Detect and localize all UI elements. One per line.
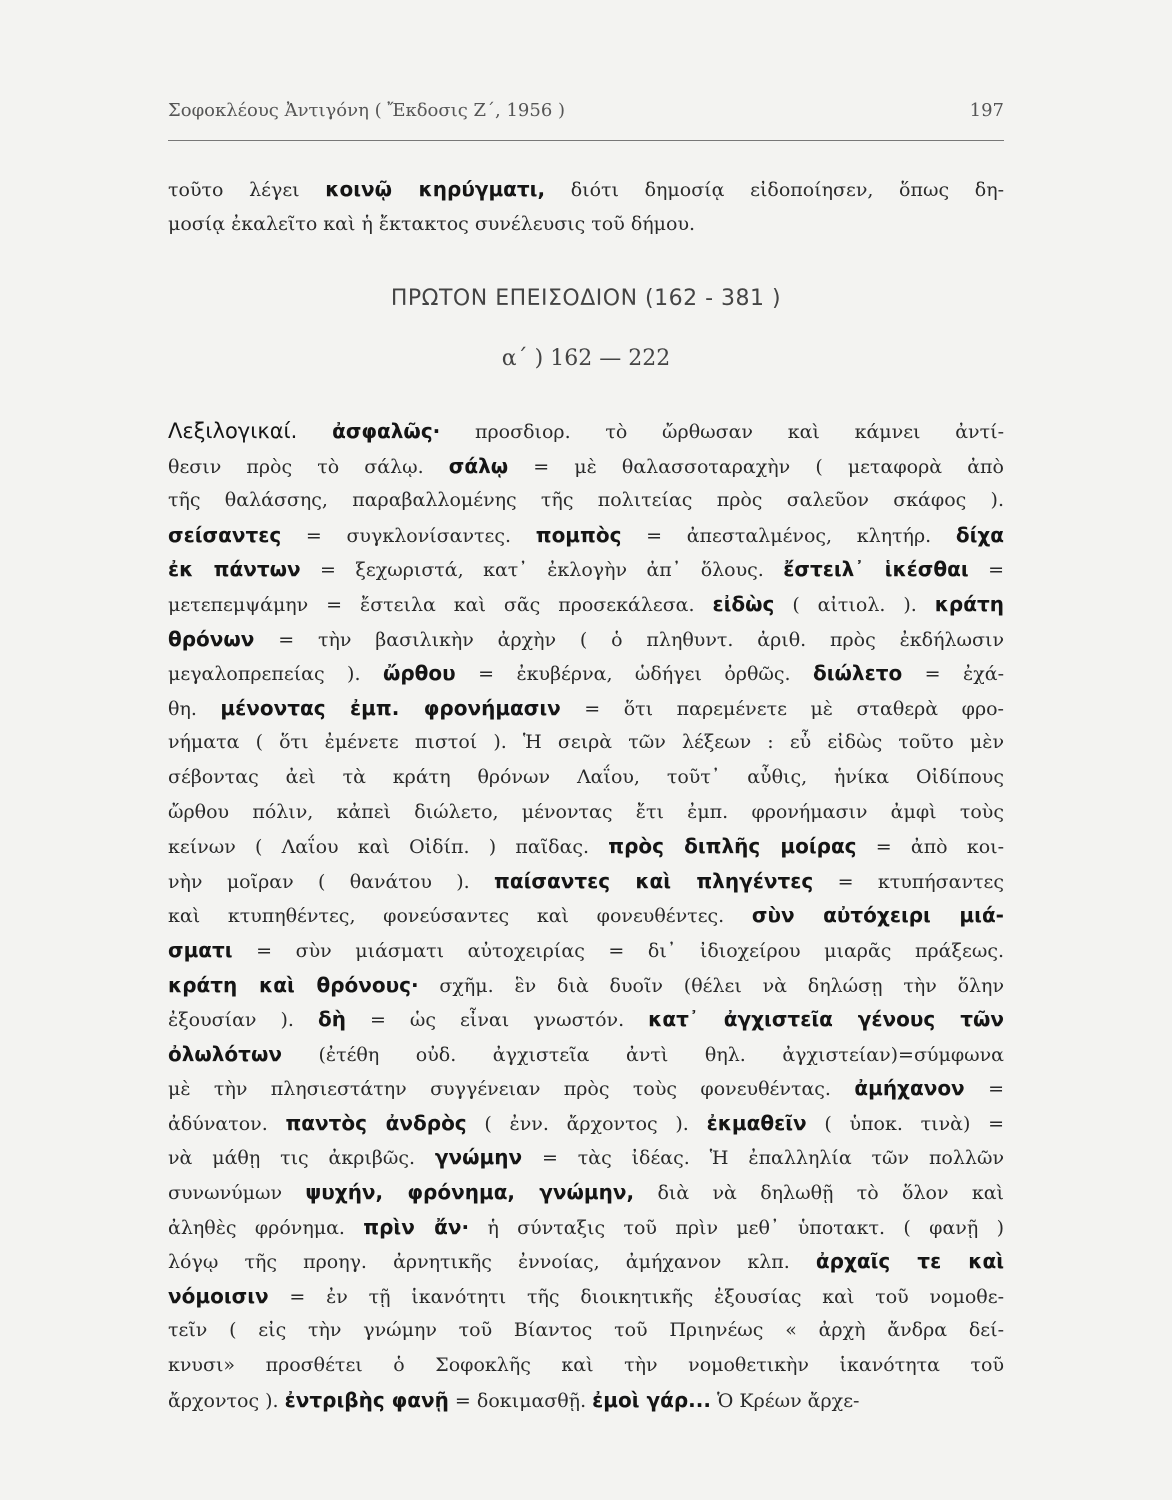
lemma-term: σάλῳ: [448, 453, 509, 478]
text-line: [168, 829, 1004, 864]
text-run: μετεπεμψάμην = ἔστειλα καὶ σᾶς προσεκάλεσα.: [168, 593, 713, 616]
running-header: [168, 100, 1004, 121]
text-run: =: [964, 1078, 1004, 1101]
text-run: νήματα ( ὅτι ἐμένετε πιστοί ). Ἡ σειρὰ τῶν λέξεων : εὖ εἰδὼς τοῦτο μὲν: [168, 731, 1004, 754]
lemma-term: νόμοισιν: [168, 1283, 269, 1308]
header-rule: [168, 140, 1004, 141]
lemma-term: παίσαντες καὶ πληγέντες: [494, 868, 814, 893]
lemma-term: πρὶν ἄν·: [363, 1214, 470, 1239]
text-run: κνυσι» προσθέτει ὁ Σοφοκλῆς καὶ τὴν νομοθετικὴν ἱκανότητα τοῦ: [168, 1354, 1004, 1377]
text-line: [168, 1140, 1004, 1175]
text-run: ἀληθὲς φρόνημα.: [168, 1216, 364, 1239]
lemma-term: κατ᾿ ἀγχιστεῖα γένους τῶν: [648, 1007, 1004, 1032]
text-run: λόγῳ τῆς προηγ. ἀρνητικῆς ἐννοίας, ἀμήχανον κλπ.: [168, 1251, 816, 1274]
lemma-term: ἀσφαλῶς·: [332, 419, 441, 443]
text-run: μοσίᾳ ἐκαλεῖτο καὶ ἡ ἔκτακτος συνέλευσις τοῦ δήμου.: [168, 213, 696, 235]
text-line: [168, 1279, 1004, 1314]
lemma-term: παντὸς ἀνδρὸς: [285, 1110, 467, 1135]
text-line: [168, 518, 1004, 553]
text-line: [168, 172, 1004, 207]
text-line: [168, 552, 1004, 587]
text-run: ( ἐνν. ἄρχοντος ).: [466, 1112, 707, 1135]
lemma-term: διώλετο: [813, 661, 903, 686]
text-run: κείνων ( Λαΐου καὶ Οἰδίπ. ) παῖδας.: [168, 836, 609, 859]
text-run: συνωνύμων: [168, 1182, 306, 1205]
text-line: [168, 864, 1004, 899]
text-run: = δοκιμασθῇ.: [448, 1389, 593, 1412]
text-line: [168, 691, 1004, 726]
text-line: [168, 1002, 1004, 1037]
text-line: [168, 207, 1004, 242]
text-run: (ἐτέθη οὐδ. ἀγχιστεῖα ἀντὶ θηλ. ἀγχιστείαν)=σύμφωνα: [281, 1043, 1004, 1066]
book-title: Σοφοκλέους Ἀντιγόνη ( Ἔκδοσις Ζ΄, 1956 ): [168, 100, 566, 121]
lemma-term: θρόνων: [168, 626, 255, 651]
text-run: διότι δημοσίᾳ εἰδοποίησεν, ὅπως δη-: [545, 179, 1004, 201]
text-line: [168, 1175, 1004, 1210]
lemma-term: δὴ: [317, 1007, 346, 1032]
lemma-term: ἔστειλ᾿ ἱκέσθαι: [783, 557, 969, 582]
text-run: καὶ κτυπηθέντες, φονεύσαντες καὶ φονευθέντες.: [168, 905, 752, 928]
text-run: ὤρθου πόλιν, κἀπεὶ διώλετο, μένοντας ἔτι ἐμπ. φρονήμασιν ἀμφὶ τοὺς: [168, 800, 1004, 823]
text-run: προσδιορ. τὸ ὤρθωσαν καὶ κάμνει ἀντί-: [440, 421, 1004, 443]
text-line: [168, 414, 1004, 449]
text-run: θη.: [168, 697, 221, 720]
text-run: μὲ τὴν πλησιεστάτην συγγένειαν πρὸς τοὺς φονευθέντας.: [168, 1078, 855, 1101]
intro-paragraph: [168, 172, 1004, 242]
lemma-term: κράτη: [934, 591, 1004, 616]
text-run: ἐξουσίαν ).: [168, 1009, 318, 1032]
lemma-term: σὺν αὐτόχειρι μιά-: [751, 903, 1004, 928]
text-run: = ξεχωριστά, κατ᾿ ἐκλογὴν ἀπ᾿ ὅλους.: [300, 559, 784, 582]
text-run: ἡ σύνταξις τοῦ πρὶν μεθ᾿ ὑποτακτ. ( φανῇ ): [469, 1216, 1004, 1239]
text-run: μεγαλοπρεπείας ).: [168, 663, 383, 686]
text-run: = ἐχά-: [902, 663, 1004, 686]
text-line: [168, 1313, 1004, 1348]
text-line: [168, 587, 1004, 622]
text-run: σχῆμ. ἓν διὰ δυοῖν (θέλει νὰ δηλώσῃ τὴν ὅλην: [418, 974, 1004, 997]
text-run: νὰ μάθῃ τις ἀκριβῶς.: [168, 1147, 435, 1170]
text-run: τοῦτο λέγει: [168, 179, 326, 201]
text-line: [168, 622, 1004, 657]
lemma-term: ἐκ πάντων: [168, 557, 301, 582]
text-line: [168, 449, 1004, 484]
text-run: = τὰς ἰδέας. Ἡ ἐπαλληλία τῶν πολλῶν: [522, 1147, 1004, 1170]
lemma-term: πομπὸς: [535, 522, 622, 547]
text-line: [168, 1071, 1004, 1106]
text-line: [168, 725, 1004, 760]
text-run: θεσιν πρὸς τὸ σάλῳ.: [168, 455, 449, 478]
text-run: τεῖν ( εἰς τὴν γνώμην τοῦ Βίαντος τοῦ Πριηνέως « ἀρχὴ ἄνδρα δεί-: [168, 1319, 1004, 1342]
lemma-term: ἐντριβὴς φανῇ: [284, 1387, 449, 1412]
text-run: ( ὑποκ. τινὰ) =: [806, 1112, 1004, 1135]
text-line: [168, 933, 1004, 968]
text-run: τῆς θαλάσσης, παραβαλλομένης τῆς πολιτείας πρὸς σαλεῦον σκάφος ).: [168, 489, 1004, 512]
lemma-term: ἐκμαθεῖν: [706, 1110, 807, 1135]
text-line: [168, 1210, 1004, 1245]
text-line: [168, 1244, 1004, 1279]
text-run: ( αἰτιολ. ).: [774, 593, 935, 616]
lemma-term: γνώμην: [434, 1145, 523, 1170]
lemma-term: κοινῷ κηρύγματι,: [325, 177, 546, 201]
section-label: Λεξιλογικαί.: [168, 419, 298, 443]
text-run: = ὡς εἶναι γνωστόν.: [345, 1009, 649, 1032]
text-run: = τὴν βασιλικὴν ἀρχὴν ( ὁ πληθυντ. ἀριθ. πρὸς ἐκδήλωσιν: [254, 628, 1004, 651]
lemma-term: σματι: [168, 937, 233, 962]
lemma-term: ὤρθου: [382, 661, 456, 686]
lemma-term: δίχα: [955, 522, 1004, 547]
text-line: [168, 968, 1004, 1003]
text-run: =: [968, 559, 1004, 582]
text-line: [168, 898, 1004, 933]
text-line: [168, 1383, 1004, 1418]
text-line: [168, 483, 1004, 518]
lemma-term: πρὸς διπλῆς μοίρας: [608, 834, 857, 859]
lemma-term: μένοντας ἐμπ. φρονήμασιν: [220, 695, 561, 720]
text-run: σέβοντας ἀεὶ τὰ κράτη θρόνων Λαΐου, τοῦτ᾿ αὖθις, ἡνίκα Οἰδίπους: [168, 765, 1004, 788]
section-title: ΠΡΩΤΟΝ ΕΠΕΙΣΟΔΙΟΝ (162 - 381 ): [390, 286, 782, 311]
text-run: Ὁ Κρέων ἄρχε-: [710, 1389, 860, 1412]
text-run: = ἀπεσταλμένος, κλητήρ.: [621, 524, 956, 547]
text-run: [297, 421, 332, 443]
text-line: [168, 760, 1004, 795]
text-run: = ἐν τῇ ἱκανότητι τῆς διοικητικῆς ἐξουσίας καὶ τοῦ νομοθε-: [268, 1285, 1004, 1308]
text-run: = σὺν μιάσματι αὐτοχειρίας = δι᾿ ἰδιοχείρου μιαρᾶς πράξεως.: [232, 939, 1004, 962]
text-line: [168, 1037, 1004, 1072]
lemma-term: ψυχήν, φρόνημα, γνώμην,: [305, 1180, 635, 1205]
lemma-term: ὀλωλότων: [168, 1041, 282, 1066]
lemma-term: σείσαντες: [168, 522, 282, 547]
lemma-term: ἀρχαῖς τε καὶ: [815, 1249, 1004, 1274]
text-run: = ἀπὸ κοι-: [856, 836, 1004, 859]
text-line: [168, 795, 1004, 830]
text-run: νὴν μοῖραν ( θανάτου ).: [168, 870, 495, 893]
text-run: ἄρχοντος ).: [168, 1389, 285, 1412]
text-run: ἀδύνατον.: [168, 1112, 286, 1135]
lemma-term: ἀμήχανον: [854, 1076, 965, 1101]
text-run: = κτυπήσαντες: [813, 870, 1004, 893]
text-run: διὰ νὰ δηλωθῇ τὸ ὅλον καὶ: [634, 1182, 1004, 1205]
lemma-term: ἐμοὶ γάρ...: [592, 1387, 711, 1412]
text-run: = συγκλονίσαντες.: [281, 524, 536, 547]
subsection-title: α΄ ) 162 — 222: [501, 346, 671, 371]
page-number: 197: [969, 100, 1004, 121]
text-run: = ὅτι παρεμένετε μὲ σταθερὰ φρο-: [560, 697, 1004, 720]
commentary-body: [168, 414, 1004, 1417]
text-line: [168, 1348, 1004, 1383]
text-line: [168, 1106, 1004, 1141]
text-run: = μὲ θαλασσοταραχὴν ( μεταφορὰ ἀπὸ: [508, 455, 1004, 478]
lemma-term: εἰδὼς: [712, 591, 775, 616]
lemma-term: κράτη καὶ θρόνους·: [168, 972, 419, 997]
text-line: [168, 656, 1004, 691]
text-run: = ἐκυβέρνα, ὡδήγει ὀρθῶς.: [455, 663, 813, 686]
